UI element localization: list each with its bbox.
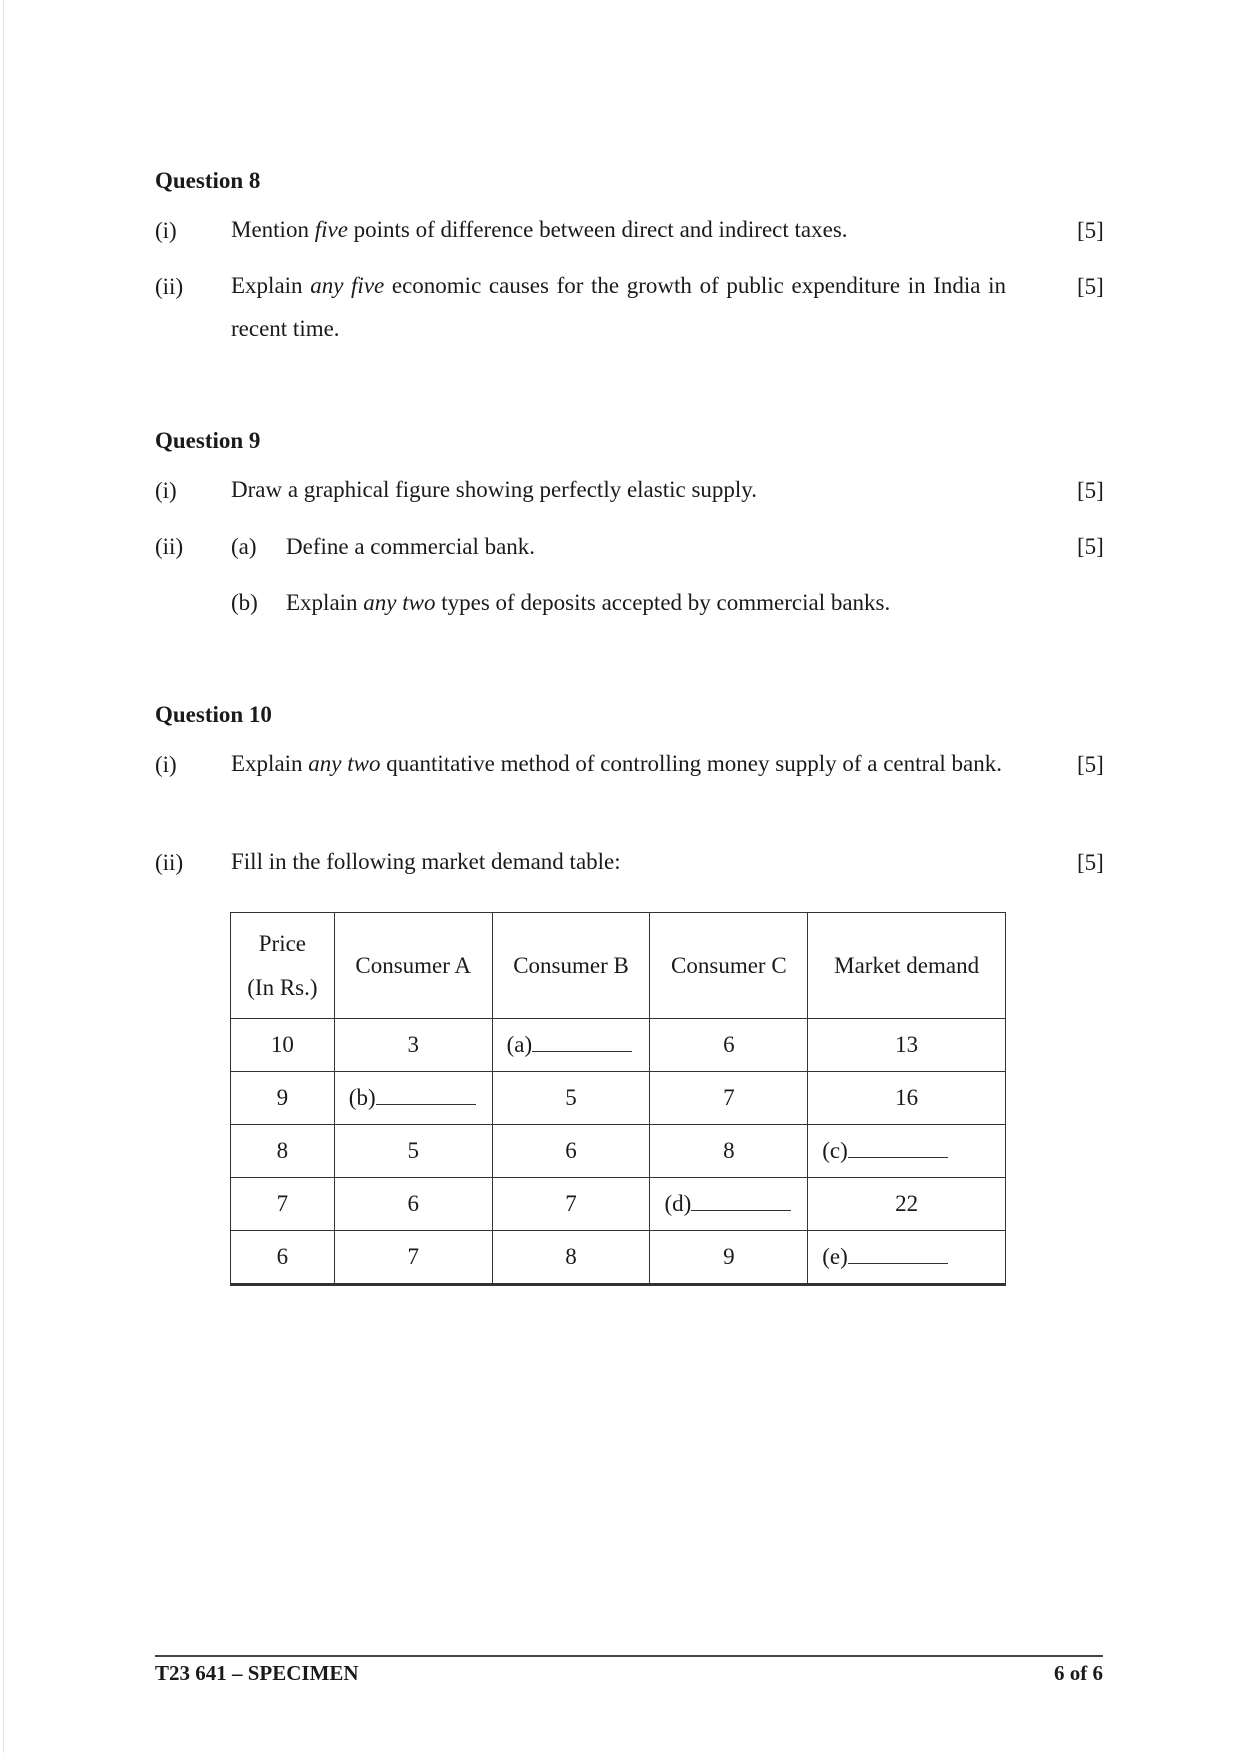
- cell-consumer-c: 6: [650, 1019, 808, 1072]
- q10-i-marks: [5]: [1077, 752, 1104, 777]
- q9-ii-marks: [5]: [1077, 534, 1104, 559]
- q9-i-number: (i): [155, 478, 177, 503]
- q8-ii-marks: [5]: [1077, 274, 1104, 299]
- footer-rule: [155, 1655, 1103, 1657]
- page-number: 6 of 6: [1054, 1661, 1103, 1685]
- q10-ii-number: (ii): [155, 850, 184, 875]
- cell-consumer-b-blank: [492, 1019, 650, 1072]
- cell-consumer-c-blank: [650, 1178, 808, 1231]
- cell-price: 7: [231, 1178, 335, 1231]
- answer-line: [532, 1033, 632, 1052]
- cell-consumer-a: 3: [334, 1019, 492, 1072]
- q9-ii-a-label: (a): [231, 534, 257, 559]
- header-consumer-b: Consumer B: [492, 913, 650, 1019]
- cell-market-demand-blank: [808, 1231, 1006, 1285]
- table-row: [231, 1019, 1006, 1072]
- cell-consumer-a: 7: [334, 1231, 492, 1285]
- q10-i-text: [231, 742, 1006, 785]
- answer-line: [691, 1192, 791, 1211]
- q8-i-text-post: points of difference between direct and indirect taxes.: [347, 217, 848, 242]
- blank-label-a: (a): [506, 1032, 533, 1057]
- cell-market-demand: 22: [808, 1178, 1006, 1231]
- table-row: [231, 1178, 1006, 1231]
- cell-market-demand: 16: [808, 1072, 1006, 1125]
- cell-consumer-b: 8: [492, 1231, 650, 1285]
- header-market-demand: Market demand: [808, 913, 1006, 1019]
- q9-ii-b-text-pre: Explain: [286, 590, 364, 615]
- cell-price: 9: [231, 1072, 335, 1125]
- blank-label-b: (b): [348, 1085, 376, 1110]
- cell-consumer-b: 5: [492, 1072, 650, 1125]
- blank-label-d: (d): [664, 1191, 692, 1216]
- cell-consumer-c: 9: [650, 1231, 808, 1285]
- q10-i-text-pre: Explain: [231, 751, 309, 776]
- cell-consumer-c: 8: [650, 1125, 808, 1178]
- paper-code: T23 641 – SPECIMEN: [155, 1661, 359, 1685]
- question-9-title: Question 9: [155, 428, 261, 453]
- cell-market-demand: 13: [808, 1019, 1006, 1072]
- cell-consumer-a-blank: [334, 1072, 492, 1125]
- q9-ii-b-text-em: any two: [363, 590, 436, 615]
- q10-i-number: (i): [155, 752, 177, 777]
- q9-ii-b-text-post: types of deposits accepted by commercial banks.: [435, 590, 891, 615]
- q8-i-text-pre: Mention: [231, 217, 315, 242]
- cell-market-demand-blank: [808, 1125, 1006, 1178]
- q10-ii-marks: [5]: [1077, 850, 1104, 875]
- q8-ii-text-pre: Explain: [231, 273, 311, 298]
- market-demand-table: [230, 912, 1006, 1286]
- q8-ii-text: [231, 264, 1006, 350]
- q10-i-text-post: quantitative method of controlling money supply of a central bank.: [380, 751, 1002, 776]
- cell-consumer-a: 5: [334, 1125, 492, 1178]
- cell-consumer-b: 6: [492, 1125, 650, 1178]
- table-row: [231, 1125, 1006, 1178]
- header-price-line1: Price: [258, 930, 307, 956]
- question-10-title: Question 10: [155, 702, 272, 727]
- q9-ii-b-label: (b): [231, 590, 258, 615]
- table-row: [231, 1072, 1006, 1125]
- q8-i-number: (i): [155, 218, 177, 243]
- header-price: [231, 913, 335, 1019]
- q10-ii-text: Fill in the following market demand table:: [231, 849, 621, 874]
- q8-i-marks: [5]: [1077, 218, 1104, 243]
- cell-consumer-c: 7: [650, 1072, 808, 1125]
- cell-price: 6: [231, 1231, 335, 1285]
- table-row: [231, 1231, 1006, 1285]
- q9-i-text: Draw a graphical figure showing perfectly elastic supply.: [231, 477, 758, 502]
- q8-i-text-em: five: [314, 217, 348, 242]
- header-consumer-c: Consumer C: [650, 913, 808, 1019]
- scan-edge: [3, 0, 4, 1753]
- cell-price: 10: [231, 1019, 335, 1072]
- answer-line: [848, 1245, 948, 1264]
- q8-ii-text-post: economic causes for the growth of public expenditure in India in recent time.: [231, 273, 1007, 341]
- blank-label-c: (c): [822, 1138, 848, 1163]
- q9-ii-b-text: [286, 590, 890, 616]
- q8-ii-number: (ii): [155, 274, 184, 299]
- table-header-row: [231, 913, 1006, 1019]
- answer-line: [376, 1086, 476, 1105]
- header-price-line2: (In Rs.): [247, 974, 318, 1000]
- cell-consumer-a: 6: [334, 1178, 492, 1231]
- answer-line: [848, 1139, 948, 1158]
- cell-consumer-b: 7: [492, 1178, 650, 1231]
- q9-i-marks: [5]: [1077, 478, 1104, 503]
- cell-price: 8: [231, 1125, 335, 1178]
- q10-i-text-em: any two: [308, 751, 381, 776]
- q8-ii-text-em: any five: [310, 273, 385, 298]
- blank-label-e: (e): [822, 1244, 848, 1269]
- header-consumer-a: Consumer A: [334, 913, 492, 1019]
- question-8-title: Question 8: [155, 168, 261, 193]
- q9-ii-a-text: Define a commercial bank.: [286, 534, 536, 559]
- q9-ii-number: (ii): [155, 534, 184, 559]
- q8-i-text: [231, 208, 1006, 251]
